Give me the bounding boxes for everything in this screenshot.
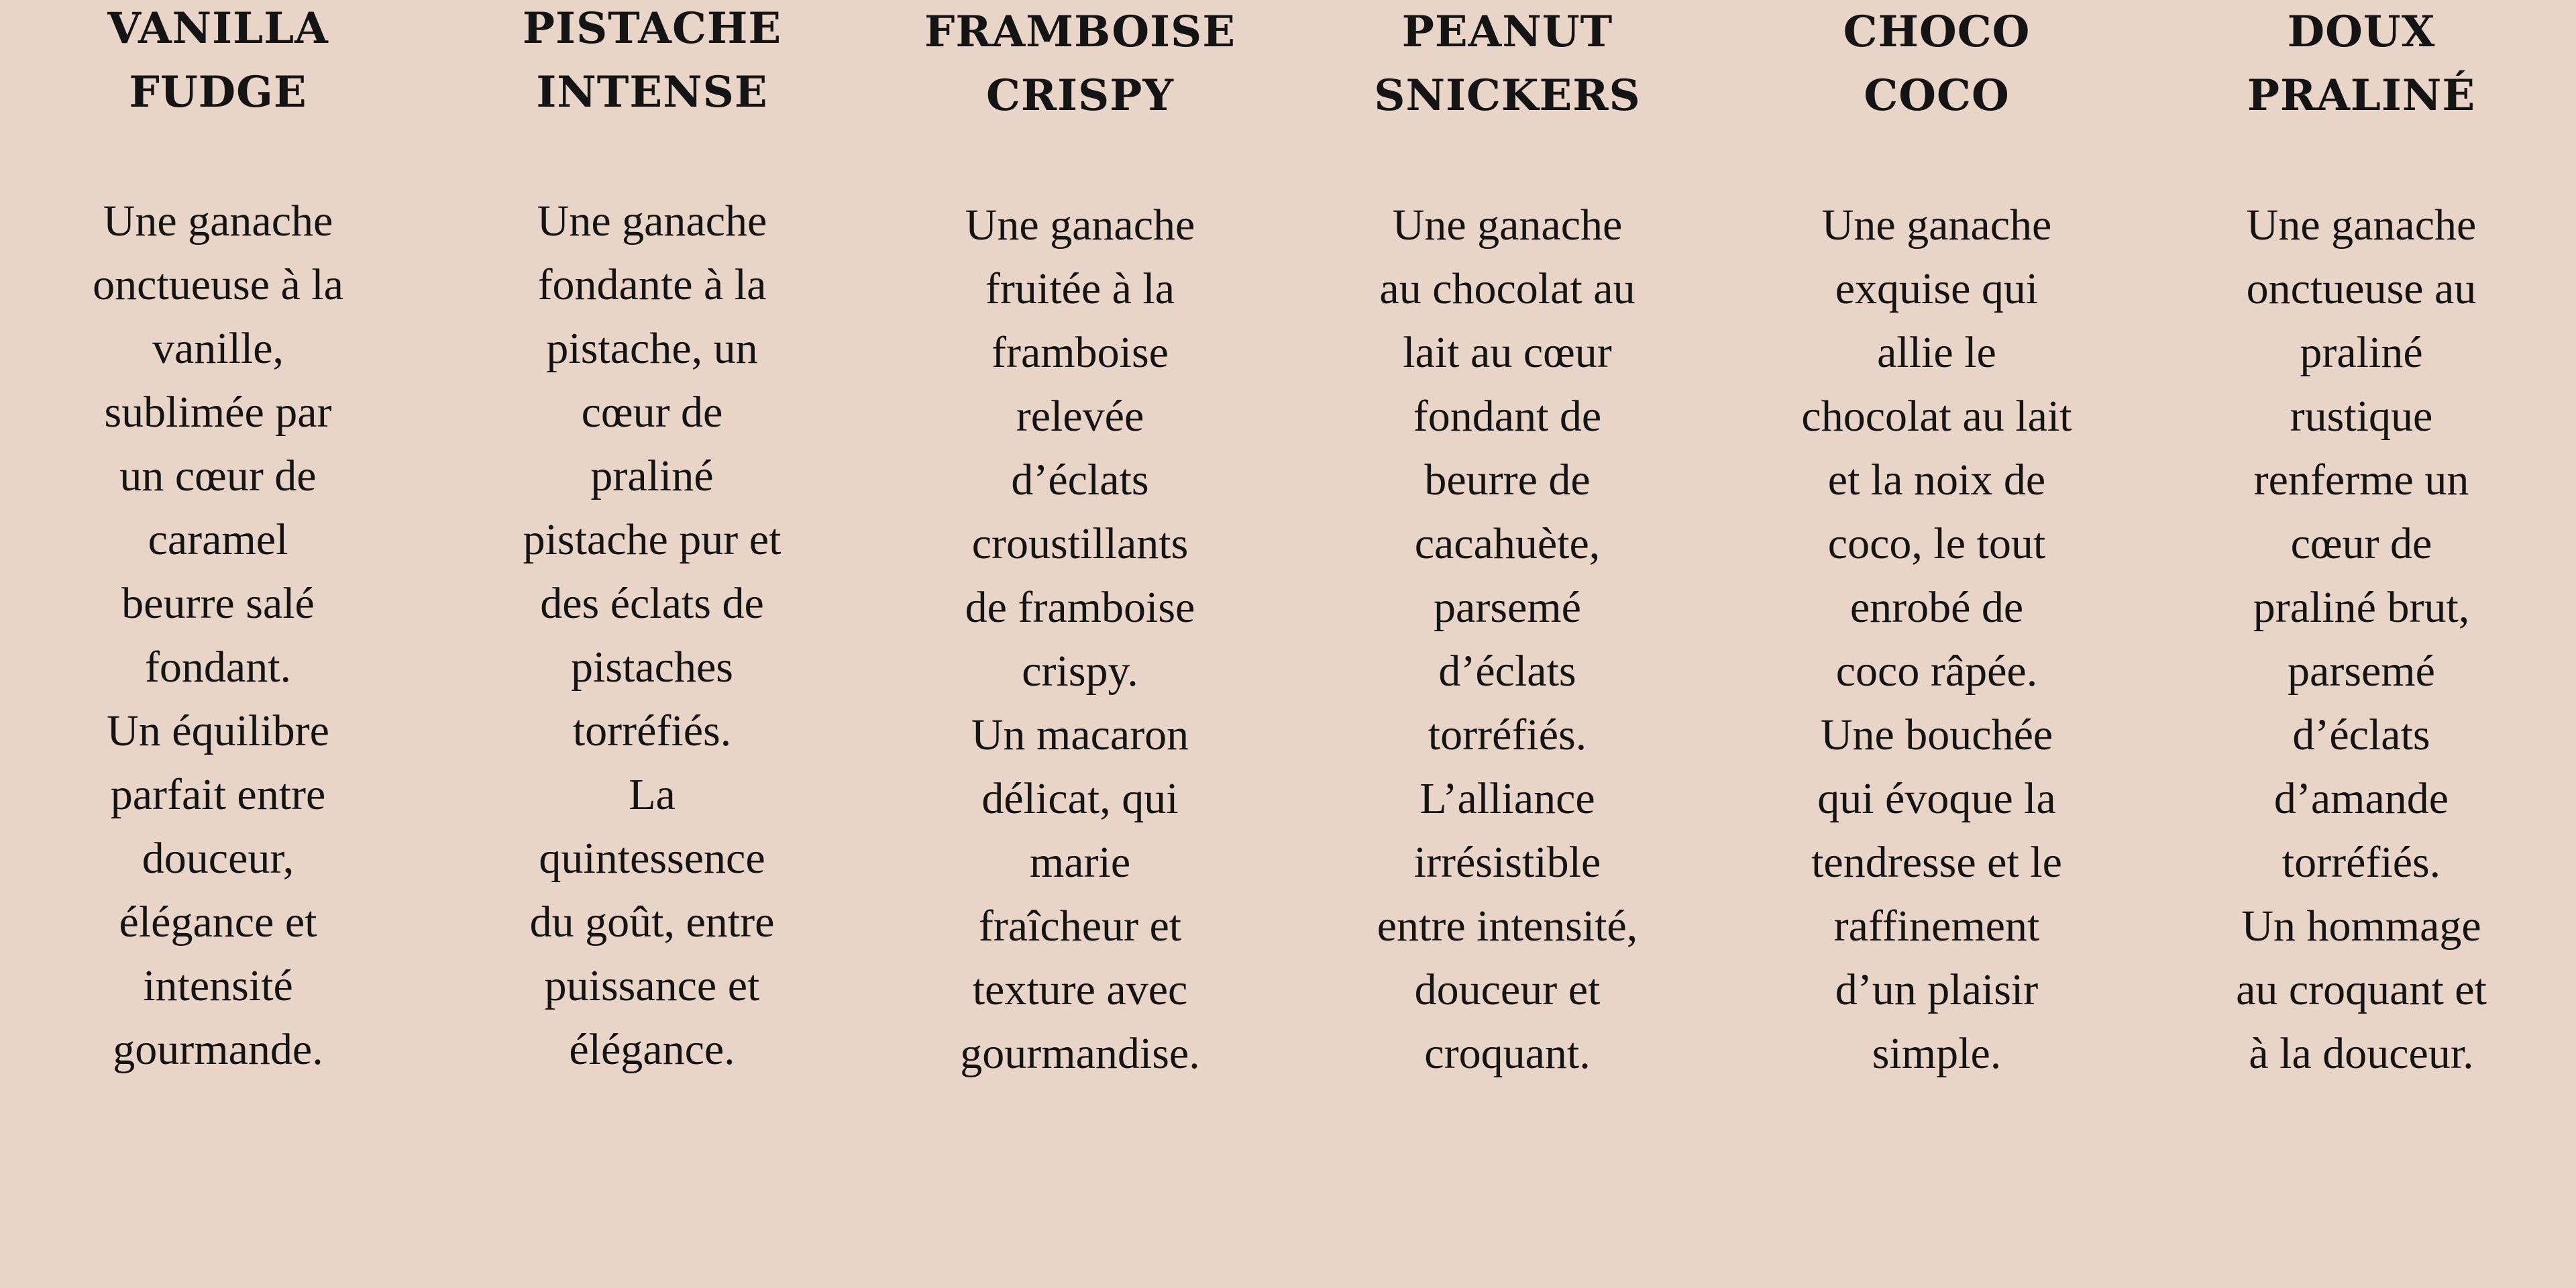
description-line: intensité xyxy=(143,961,293,1010)
description-line: enrobé de xyxy=(1849,583,2024,632)
description-line: pistache, un xyxy=(546,324,758,373)
description-line: vanille, xyxy=(152,324,284,373)
product-doux-praline xyxy=(2174,0,2549,1078)
product-title-line: VANILLA xyxy=(107,3,329,54)
description-line: texture avec xyxy=(972,965,1188,1014)
description-line: exquise qui xyxy=(1835,264,2039,313)
description-line: lait au cœur xyxy=(1403,328,1612,377)
product-description xyxy=(1320,193,1695,1085)
description-line: parsemé xyxy=(1434,583,1581,632)
description-line: qui évoque la xyxy=(1817,774,2056,823)
description-line: praliné brut, xyxy=(2253,583,2470,632)
description-line: au croquant et xyxy=(2236,965,2487,1014)
product-title-line: CHOCO xyxy=(1843,7,2031,57)
description-line: rustique xyxy=(2290,392,2433,441)
description-line: irrésistible xyxy=(1413,838,1601,887)
description-line: fruitée à la xyxy=(985,264,1175,313)
description-line: Une ganache xyxy=(1392,201,1623,250)
description-line: torréfiés. xyxy=(572,706,732,755)
description-line: entre intensité, xyxy=(1377,902,1638,951)
description-line: marie xyxy=(1029,838,1131,887)
product-description xyxy=(464,189,840,1081)
description-line: Une ganache xyxy=(537,197,767,246)
product-title xyxy=(892,0,1268,127)
description-line: beurre de xyxy=(1424,455,1591,504)
description-line: praliné xyxy=(590,451,714,500)
description-line: framboise xyxy=(991,328,1169,377)
description-line: parsemé xyxy=(2288,647,2435,696)
description-line: Une ganache xyxy=(965,201,1195,250)
product-title xyxy=(1749,0,2125,127)
description-line: caramel xyxy=(148,515,288,564)
description-line: douceur, xyxy=(142,834,294,883)
description-line: raffinement xyxy=(1833,902,2040,951)
description-line: crispy. xyxy=(1022,647,1138,696)
product-title-line: PISTACHE xyxy=(522,3,782,54)
description-line: torréfiés. xyxy=(1428,710,1587,759)
description-line: du goût, entre xyxy=(529,898,775,947)
description-line: d’éclats xyxy=(2292,710,2430,759)
description-line: croquant. xyxy=(1424,1029,1591,1078)
description-line: onctueuse à la xyxy=(93,260,343,309)
description-line: Une ganache xyxy=(103,197,333,246)
description-line: torréfiés. xyxy=(2282,838,2441,887)
description-line: douceur et xyxy=(1414,965,1601,1014)
description-line: pistache pur et xyxy=(523,515,782,564)
description-line: tendresse et le xyxy=(1811,838,2062,887)
description-line: d’amande xyxy=(2273,774,2449,823)
description-line: des éclats de xyxy=(540,579,764,628)
description-line: allie le xyxy=(1877,328,1996,377)
description-line: gourmandise. xyxy=(960,1029,1200,1078)
product-title-line: SNICKERS xyxy=(1374,70,1641,121)
description-line: à la douceur. xyxy=(2249,1029,2474,1078)
description-line: et la noix de xyxy=(1827,455,2046,504)
description-line: croustillants xyxy=(971,519,1189,568)
description-line: fraîcheur et xyxy=(978,902,1182,951)
product-title xyxy=(2174,0,2549,127)
description-line: simple. xyxy=(1872,1029,2002,1078)
product-vanilla-fudge xyxy=(30,0,406,1074)
description-line: Une ganache xyxy=(1821,201,2052,250)
product-title-line: PEANUT xyxy=(1401,7,1613,57)
description-line: onctueuse au xyxy=(2246,264,2477,313)
product-pistache-intense xyxy=(464,0,840,1074)
description-line: Un équilibre xyxy=(107,706,329,755)
description-line: coco râpée. xyxy=(1835,647,2038,696)
product-description xyxy=(2174,193,2549,1085)
description-line: fondant de xyxy=(1413,392,1602,441)
description-line: d’un plaisir xyxy=(1835,965,2039,1014)
description-line: gourmande. xyxy=(113,1025,323,1074)
product-title-line: DOUX xyxy=(2287,7,2436,57)
product-peanut-snickers xyxy=(1320,0,1695,1078)
product-title-line: FRAMBOISE xyxy=(924,7,1236,57)
product-choco-coco xyxy=(1749,0,2125,1078)
product-title-line: FUDGE xyxy=(129,67,307,117)
description-line: Un macaron xyxy=(971,710,1189,759)
description-line: fondante à la xyxy=(537,260,767,309)
description-line: La xyxy=(629,770,676,819)
description-line: relevée xyxy=(1016,392,1144,441)
description-line: chocolat au lait xyxy=(1801,392,2072,441)
description-line: puissance et xyxy=(544,961,760,1010)
description-line: L’alliance xyxy=(1419,774,1595,823)
description-line: cœur de xyxy=(581,388,723,437)
product-description xyxy=(1749,193,2125,1085)
description-line: beurre salé xyxy=(121,579,315,628)
product-framboise-crispy xyxy=(892,0,1268,1078)
product-title-line: COCO xyxy=(1864,70,2010,121)
description-line: sublimée par xyxy=(104,388,332,437)
product-title-line: CRISPY xyxy=(985,70,1175,121)
description-line: de framboise xyxy=(965,583,1195,632)
description-line: au chocolat au xyxy=(1379,264,1635,313)
product-description xyxy=(30,189,406,1081)
product-title xyxy=(464,0,840,124)
description-line: Un hommage xyxy=(2241,902,2481,951)
description-line: Une ganache xyxy=(2246,201,2477,250)
product-title-line: PRALINÉ xyxy=(2247,70,2476,121)
description-line: cacahuète, xyxy=(1414,519,1601,568)
description-line: pistaches xyxy=(571,643,733,692)
description-line: quintessence xyxy=(539,834,765,883)
description-line: d’éclats xyxy=(1438,647,1576,696)
description-line: parfait entre xyxy=(110,770,326,819)
description-line: coco, le tout xyxy=(1827,519,2046,568)
description-line: élégance. xyxy=(569,1025,735,1074)
description-line: fondant. xyxy=(144,643,292,692)
description-line: élégance et xyxy=(119,898,317,947)
description-line: d’éclats xyxy=(1011,455,1149,504)
product-description xyxy=(892,193,1268,1085)
description-line: praliné xyxy=(2300,328,2423,377)
description-line: délicat, qui xyxy=(981,774,1179,823)
description-line: un cœur de xyxy=(119,451,317,500)
description-line: cœur de xyxy=(2290,519,2432,568)
description-line: renferme un xyxy=(2253,455,2469,504)
product-title xyxy=(30,0,406,124)
description-line: Une bouchée xyxy=(1820,710,2053,759)
product-title xyxy=(1320,0,1695,127)
product-title-line: INTENSE xyxy=(536,67,768,117)
